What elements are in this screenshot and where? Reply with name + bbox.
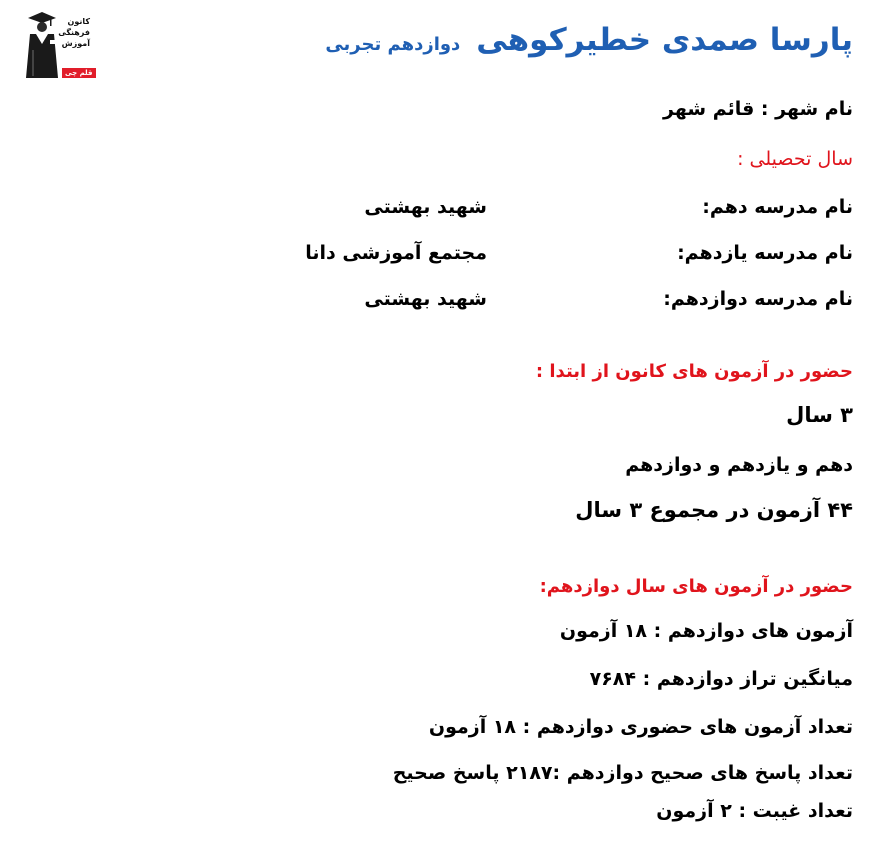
logo-text [58,16,90,49]
student-field: دوازدهم تجربی [325,34,461,55]
school-12-label: نام مدرسه دوازدهم: [663,288,853,310]
kanoon-logo [18,6,93,80]
academic-year-label: سال تحصیلی : [737,148,853,170]
graduate-figure-icon [22,10,62,80]
correct-answers-12: تعداد پاسخ های صحیح دوازدهم :۲۱۸۷ پاسخ صحیح [392,762,853,784]
attendance-years: ۳ سال [786,403,853,427]
attendance-all-heading: حضور در آزمون های کانون از ابتدا : [535,361,853,382]
in-person-exams-12: تعداد آزمون های حضوری دوازدهم : ۱۸ آزمون [428,716,853,738]
attendance-12-heading: حضور در آزمون های سال دوازدهم: [539,576,853,597]
logo-line-3: آموزش [61,39,90,48]
page-header [325,22,853,58]
city-line: نام شهر : قائم شهر [663,98,853,120]
attendance-grades: دهم و یازدهم و دوازدهم [625,454,853,476]
school-10-value: شهید بهشتی [364,196,487,218]
logo-badge: قلم چی [62,68,96,78]
student-name: پارسا صمدی خطیرکوهی [476,22,853,58]
logo-line-1: کانون [67,17,90,26]
school-12-value: شهید بهشتی [364,288,487,310]
school-10-label: نام مدرسه دهم: [702,196,853,218]
absence-count: تعداد غیبت : ۲ آزمون [656,800,853,822]
logo-line-2: فرهنگی [58,28,90,37]
average-score-12: میانگین تراز دوازدهم : ۷۶۸۴ [589,668,853,690]
school-11-value: مجتمع آموزشی دانا [305,242,487,264]
exams-12-count: آزمون های دوازدهم : ۱۸ آزمون [559,620,853,642]
school-11-label: نام مدرسه یازدهم: [677,242,853,264]
attendance-total-exams: ۴۴ آزمون در مجموع ۳ سال [575,498,853,522]
